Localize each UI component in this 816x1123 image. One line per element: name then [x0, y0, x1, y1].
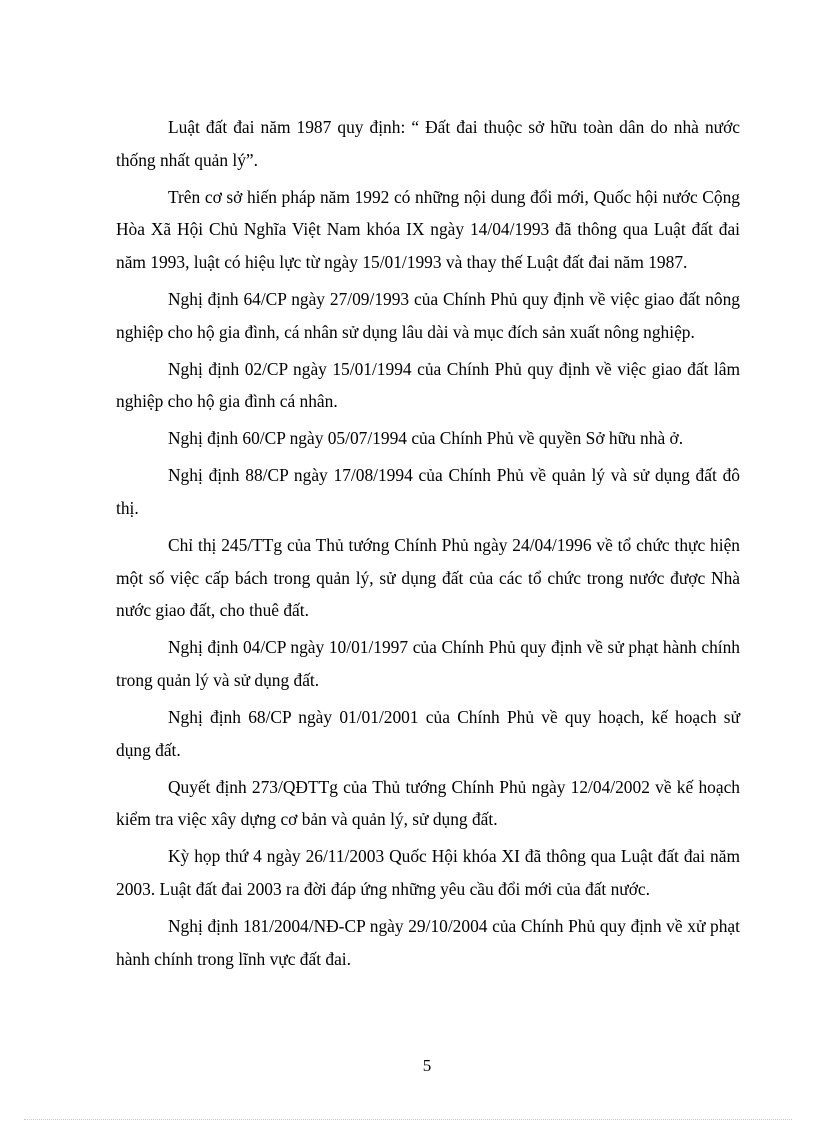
- paragraph-land-law-2003: Kỳ họp thứ 4 ngày 26/11/2003 Quốc Hội khóa XI đã thông qua Luật đất đai năm 2003. Luật đất đai 2003 ra đời đáp ứng những yêu cầu đổi mới của đất nước.: [116, 846, 740, 900]
- page-number: 5: [422, 1056, 432, 1075]
- paragraph-decree-02-cp: Nghị định 02/CP ngày 15/01/1994 của Chính Phủ quy định về việc giao đất lâm nghiệp cho hộ gia đình cá nhân.: [116, 358, 740, 412]
- paragraph-directive-245-ttg: Chỉ thị 245/TTg của Thủ tướng Chính Phủ ngày 24/04/1996 về tổ chức thực hiện một số việc cấp bách trong quản lý, sử dụng đất của các tổ chức trong nước được Nhà nước giao đất, cho thuê đất.: [116, 535, 740, 621]
- paragraph-decision-273-qdttg: Quyết định 273/QĐTTg của Thủ tướng Chính Phủ ngày 12/04/2002 về kế hoạch kiểm tra việc xây dựng cơ bản và quản lý, sử dụng đất.: [116, 776, 740, 830]
- paragraph-decree-88-cp: Nghị định 88/CP ngày 17/08/1994 của Chính Phủ về quản lý và sử dụng đất đô thị.: [116, 465, 740, 519]
- paragraph-land-law-1987: Luật đất đai năm 1987 quy định: “ Đất đai thuộc sở hữu toàn dân do nhà nước thống nhất quản lý”.: [116, 117, 740, 170]
- paragraph-decree-04-cp: Nghị định 04/CP ngày 10/01/1997 của Chính Phủ quy định về sử phạt hành chính trong quản lý và sử dụng đất.: [116, 637, 740, 690]
- document-body: [116, 111, 740, 980]
- paragraph-land-law-1993: Trên cơ sở hiến pháp năm 1992 có những nội dung đổi mới, Quốc hội nước Cộng Hòa Xã Hội Chủ Nghĩa Việt Nam khóa IX ngày 14/04/1993 đã thông qua Luật đất đai năm 1993, luật có hiệu lực từ ngày 15/01/1993 và thay thế Luật đất đai năm 1987.: [116, 186, 740, 272]
- paragraph-decree-68-cp: Nghị định 68/CP ngày 01/01/2001 của Chính Phủ về quy hoạch, kế hoạch sử dụng đất.: [116, 707, 740, 760]
- paragraph-decree-181-2004: Nghị định 181/2004/NĐ-CP ngày 29/10/2004 của Chính Phủ quy định về xử phạt hành chính trong lĩnh vực đất đai.: [116, 916, 740, 969]
- paragraph-decree-60-cp: Nghị định 60/CP ngày 05/07/1994 của Chính Phủ về quyền Sở hữu nhà ở.: [168, 428, 684, 449]
- paragraph-decree-64-cp: Nghị định 64/CP ngày 27/09/1993 của Chính Phủ quy định về việc giao đất nông nghiệp cho hộ gia đình, cá nhân sử dụng lâu dài và mục đích sản xuất nông nghiệp.: [116, 288, 740, 342]
- page-bottom-divider: [24, 1119, 792, 1120]
